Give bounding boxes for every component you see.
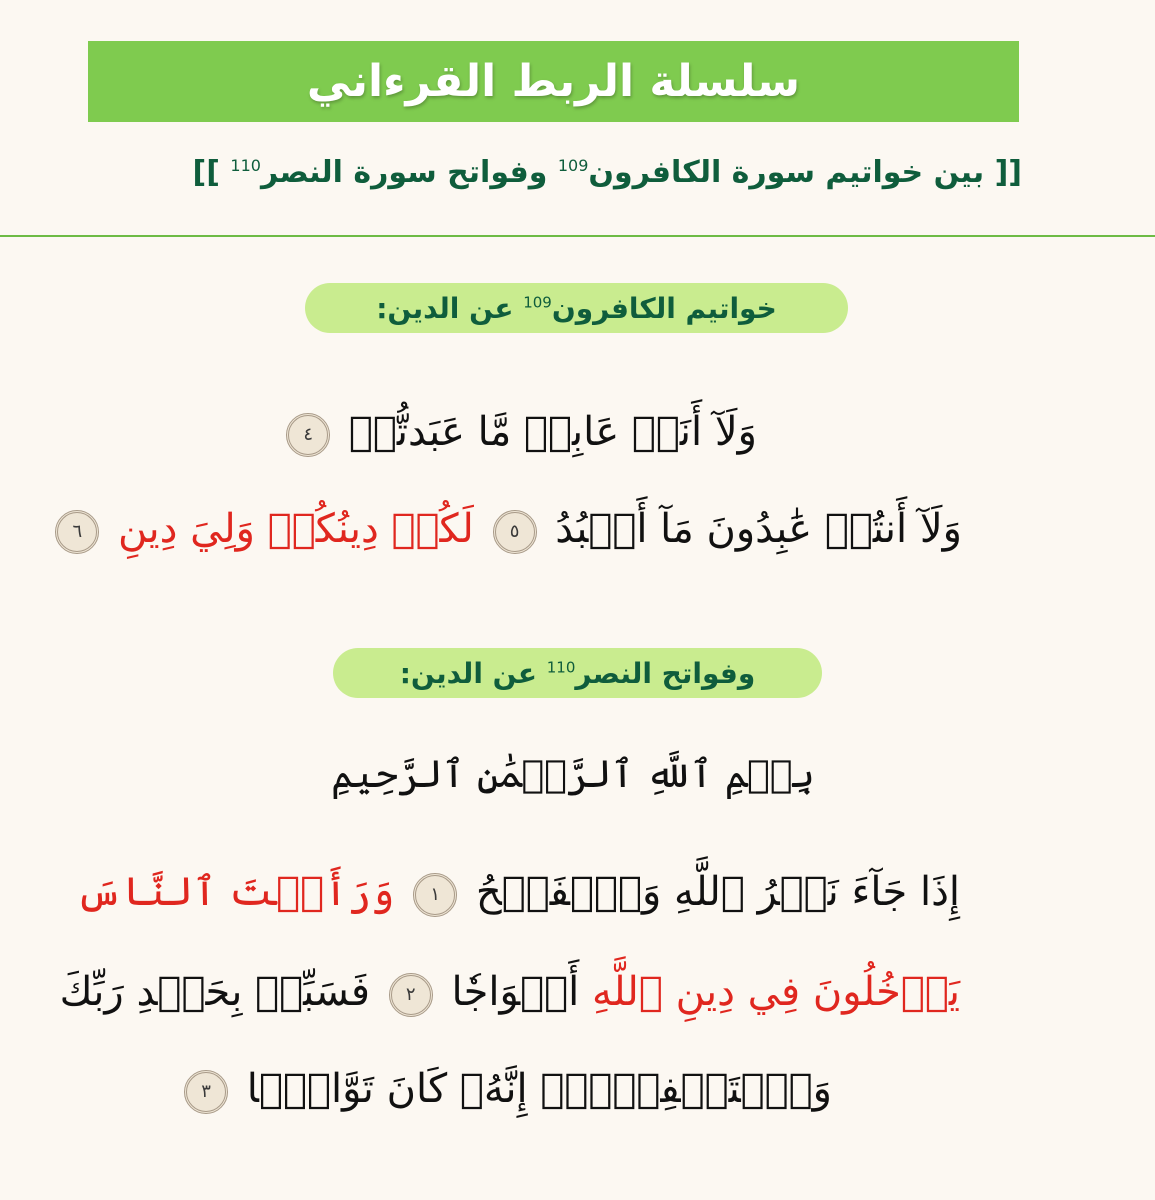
kafirun-verse-4 xyxy=(280,408,757,457)
nasr-line-1 xyxy=(76,868,960,917)
section2-label-part2: عن الدين: xyxy=(399,656,537,690)
ayah-marker-icon: ٣ xyxy=(184,1070,228,1114)
ayah-marker-icon: ٢ xyxy=(389,973,433,1017)
verse-text-highlight: وَرَأَيۡتَ ٱلنَّاسَ xyxy=(75,869,395,915)
verse-text: فَسَبِّحۡ بِحَمۡدِ رَبِّكَ xyxy=(59,969,370,1015)
ayah-marker-icon: ٥ xyxy=(493,510,537,554)
section-label-nasr xyxy=(333,648,822,698)
subtitle-bracket-close: ]] xyxy=(192,155,220,190)
basmala: بِسۡمِ ٱللَّهِ ٱلرَّحۡمَٰنِ ٱلرَّحِيمِ xyxy=(331,752,815,796)
section1-label-part1: خواتيم الكافرون xyxy=(551,291,777,325)
verse-text: إِذَا جَآءَ نَصۡرُ ٱللَّهِ وَٱلۡفَتۡحُ xyxy=(475,869,960,915)
nasr-line-2 xyxy=(60,968,960,1017)
subtitle-part1: بين خواتيم سورة الكافرون xyxy=(588,155,985,190)
verse-text: أَفۡوَاجٗا xyxy=(451,969,580,1015)
title-banner xyxy=(88,41,1019,122)
ayah-marker-icon: ١ xyxy=(413,873,457,917)
section1-label-part2: عن الدين: xyxy=(376,291,514,325)
nasr-line-3 xyxy=(178,1065,832,1114)
verse-text: وَلَآ أَنتُمۡ عَٰبِدُونَ مَآ أَعۡبُدُ xyxy=(555,506,962,552)
subtitle-sup2: 110 xyxy=(230,156,261,175)
subtitle-sup1: 109 xyxy=(557,156,589,175)
divider xyxy=(0,235,1155,237)
subtitle-part2: وفواتح سورة النصر xyxy=(260,155,548,190)
banner-title: سلسلة الربط القرءاني xyxy=(306,56,801,107)
kafirun-verses-5-6 xyxy=(49,505,962,554)
verse-text-highlight: لَكُمۡ دِينُكُمۡ وَلِيَ دِينِ xyxy=(118,506,474,552)
section2-label-part1: وفواتح النصر xyxy=(575,656,756,690)
section-label-kafirun xyxy=(305,283,848,333)
section-label-text xyxy=(400,657,756,690)
verse-text: وَلَآ أَنَا۠ عَابِدٞ مَّا عَبَدتُّمۡ xyxy=(348,409,757,455)
ayah-marker-icon: ٦ xyxy=(55,510,99,554)
subtitle xyxy=(193,155,1022,190)
verse-text: وَٱسۡتَغۡفِرۡهُۚ إِنَّهُۥ كَانَ تَوَّابَۢا xyxy=(246,1066,832,1112)
section1-label-sup: 109 xyxy=(523,293,552,312)
ayah-marker-icon: ٤ xyxy=(286,413,330,457)
section-label-text xyxy=(376,292,777,325)
verse-text-highlight: يَدۡخُلُونَ فِي دِينِ ٱللَّهِ xyxy=(591,969,960,1015)
subtitle-bracket-open: [[ xyxy=(994,155,1022,190)
section2-label-sup: 110 xyxy=(546,658,576,677)
